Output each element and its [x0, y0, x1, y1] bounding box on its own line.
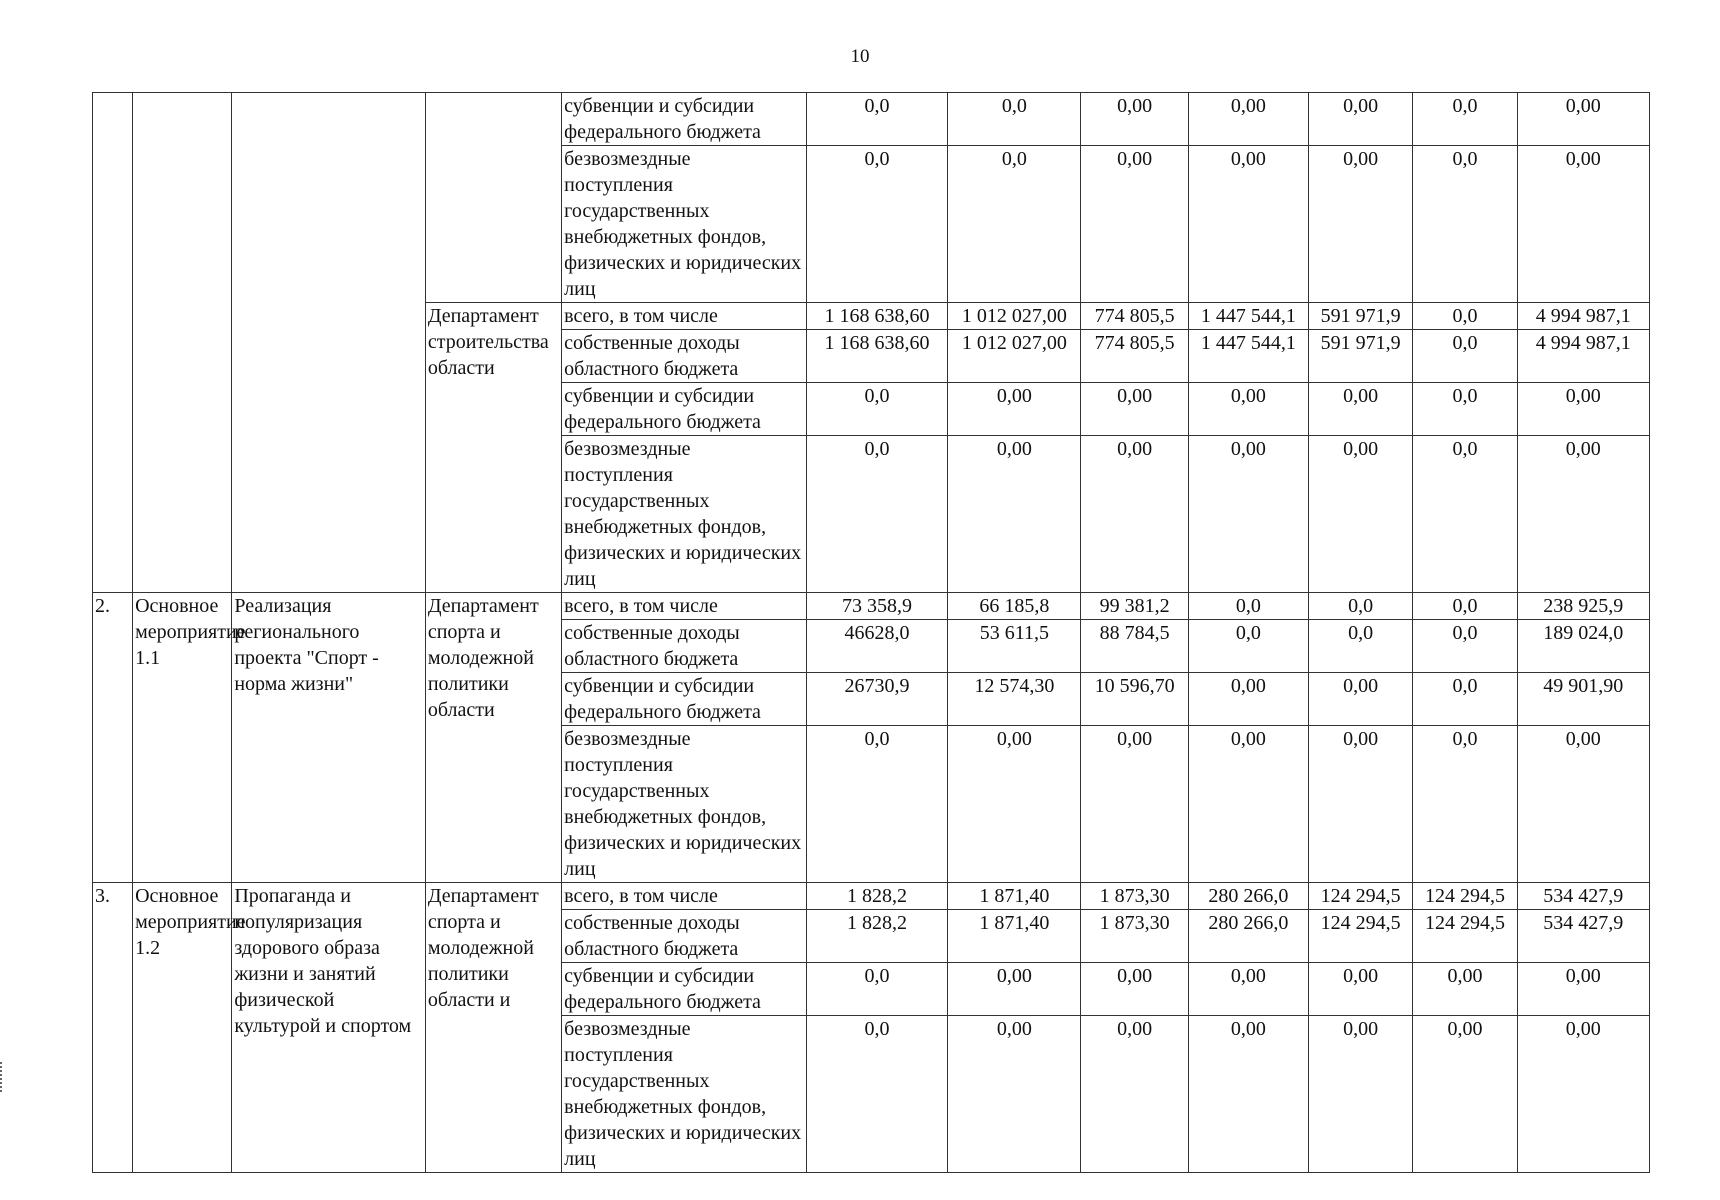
measure-type-cell: Основное мероприятие 1.2 [133, 883, 232, 1173]
row-number-cell [93, 93, 133, 593]
page-number: 10 [850, 46, 870, 67]
amount-cell: 0,0 [806, 93, 947, 146]
executor-cell: Департамент спорта и молодежной политики области [425, 593, 561, 883]
row-number-cell: 2. [93, 593, 133, 883]
funding-source-cell: всего, в том числе [562, 593, 807, 620]
funding-source-cell: субвенции и субсидии федерального бюджета [562, 93, 807, 146]
amount-cell: 0,00 [948, 1016, 1081, 1173]
amount-cell: 0,00 [1188, 1016, 1308, 1173]
amount-cell: 774 805,5 [1081, 303, 1188, 330]
amount-cell: 0,0 [1309, 593, 1413, 620]
amount-cell: 1 168 638,60 [806, 303, 947, 330]
executor-cell: Департамент спорта и молодежной политики области и [425, 883, 561, 1173]
amount-cell: 0,00 [1517, 93, 1649, 146]
amount-cell: 10 596,70 [1081, 673, 1188, 726]
funding-source-cell: всего, в том числе [562, 883, 807, 910]
measure-type-cell [133, 93, 232, 593]
amount-cell: 1 828,2 [806, 883, 947, 910]
amount-cell: 0,00 [1517, 726, 1649, 883]
amount-cell: 0,0 [1413, 436, 1517, 593]
amount-cell: 0,0 [1413, 726, 1517, 883]
amount-cell: 189 024,0 [1517, 620, 1649, 673]
amount-cell: 0,0 [1413, 593, 1517, 620]
amount-cell: 0,00 [1309, 673, 1413, 726]
amount-cell: 46628,0 [806, 620, 947, 673]
amount-cell: 73 358,9 [806, 593, 947, 620]
amount-cell: 124 294,5 [1413, 910, 1517, 963]
measure-name-cell [232, 93, 425, 593]
row-number-cell: 3. [93, 883, 133, 1173]
amount-cell: 0,0 [1188, 620, 1308, 673]
amount-cell: 0,00 [1309, 146, 1413, 303]
amount-cell: 0,00 [1081, 146, 1188, 303]
amount-cell: 0,00 [1309, 383, 1413, 436]
amount-cell: 0,00 [1413, 1016, 1517, 1173]
scan-edge-marks [0, 1062, 5, 1092]
amount-cell: 0,00 [1081, 93, 1188, 146]
amount-cell: 0,00 [1081, 1016, 1188, 1173]
amount-cell: 238 925,9 [1517, 593, 1649, 620]
amount-cell: 1 871,40 [948, 910, 1081, 963]
amount-cell: 1 828,2 [806, 910, 947, 963]
amount-cell: 0,0 [806, 436, 947, 593]
amount-cell: 0,00 [1309, 93, 1413, 146]
amount-cell: 0,0 [1413, 146, 1517, 303]
amount-cell: 0,00 [1188, 146, 1308, 303]
amount-cell: 1 012 027,00 [948, 330, 1081, 383]
amount-cell: 534 427,9 [1517, 910, 1649, 963]
amount-cell: 12 574,30 [948, 673, 1081, 726]
amount-cell: 53 611,5 [948, 620, 1081, 673]
amount-cell: 1 012 027,00 [948, 303, 1081, 330]
amount-cell: 0,0 [948, 93, 1081, 146]
amount-cell: 0,00 [1517, 146, 1649, 303]
amount-cell: 534 427,9 [1517, 883, 1649, 910]
amount-cell: 0,00 [1188, 383, 1308, 436]
amount-cell: 280 266,0 [1188, 910, 1308, 963]
amount-cell: 0,00 [1517, 436, 1649, 593]
amount-cell: 0,0 [806, 963, 947, 1016]
funding-source-cell: собственные доходы областного бюджета [562, 330, 807, 383]
amount-cell: 0,0 [1413, 330, 1517, 383]
amount-cell: 26730,9 [806, 673, 947, 726]
measure-name-cell: Реализация регионального проекта "Спорт - норма жизни" [232, 593, 425, 883]
amount-cell: 774 805,5 [1081, 330, 1188, 383]
amount-cell: 0,00 [1188, 436, 1308, 593]
amount-cell: 0,00 [948, 436, 1081, 593]
amount-cell: 0,00 [1081, 383, 1188, 436]
amount-cell: 0,00 [948, 726, 1081, 883]
amount-cell: 4 994 987,1 [1517, 303, 1649, 330]
amount-cell: 0,0 [1309, 620, 1413, 673]
executor-cell [425, 93, 561, 303]
amount-cell: 0,00 [1081, 726, 1188, 883]
funding-source-cell: собственные доходы областного бюджета [562, 910, 807, 963]
amount-cell: 1 873,30 [1081, 910, 1188, 963]
amount-cell: 0,00 [1309, 726, 1413, 883]
amount-cell: 0,0 [1413, 93, 1517, 146]
amount-cell: 0,00 [1309, 436, 1413, 593]
amount-cell: 0,0 [806, 726, 947, 883]
table-row [93, 93, 1650, 146]
amount-cell: 0,0 [1413, 673, 1517, 726]
amount-cell: 124 294,5 [1309, 910, 1413, 963]
amount-cell: 0,00 [1188, 93, 1308, 146]
amount-cell: 0,0 [1413, 383, 1517, 436]
amount-cell: 0,00 [948, 963, 1081, 1016]
amount-cell: 1 168 638,60 [806, 330, 947, 383]
amount-cell: 0,00 [1188, 673, 1308, 726]
amount-cell: 0,0 [806, 146, 947, 303]
funding-source-cell: субвенции и субсидии федерального бюджета [562, 963, 807, 1016]
amount-cell: 0,0 [806, 383, 947, 436]
funding-source-cell: всего, в том числе [562, 303, 807, 330]
funding-source-cell: субвенции и субсидии федерального бюджета [562, 673, 807, 726]
amount-cell: 0,00 [948, 383, 1081, 436]
funding-source-cell: безвозмездные поступления государственных внебюджетных фондов, физических и юридических лиц [562, 726, 807, 883]
amount-cell: 1 871,40 [948, 883, 1081, 910]
amount-cell: 0,00 [1517, 963, 1649, 1016]
amount-cell: 0,00 [1309, 1016, 1413, 1173]
amount-cell: 1 447 544,1 [1188, 303, 1308, 330]
amount-cell: 591 971,9 [1309, 303, 1413, 330]
funding-source-cell: собственные доходы областного бюджета [562, 620, 807, 673]
budget-table [92, 92, 1650, 1173]
amount-cell: 99 381,2 [1081, 593, 1188, 620]
amount-cell: 88 784,5 [1081, 620, 1188, 673]
measure-name-cell: Пропаганда и популяризация здорового образа жизни и занятий физической культурой и спортом [232, 883, 425, 1173]
amount-cell: 0,00 [1188, 726, 1308, 883]
table-row [93, 593, 1650, 620]
amount-cell: 0,00 [1188, 963, 1308, 1016]
amount-cell: 0,0 [948, 146, 1081, 303]
amount-cell: 0,0 [1413, 303, 1517, 330]
amount-cell: 0,0 [806, 1016, 947, 1173]
budget-table-body [93, 93, 1650, 1173]
amount-cell: 0,00 [1081, 963, 1188, 1016]
amount-cell: 4 994 987,1 [1517, 330, 1649, 383]
amount-cell: 0,00 [1413, 963, 1517, 1016]
executor-cell: Департамент строительства области [425, 303, 561, 593]
amount-cell: 0,0 [1188, 593, 1308, 620]
amount-cell: 0,0 [1413, 620, 1517, 673]
amount-cell: 0,00 [1517, 383, 1649, 436]
funding-source-cell: субвенции и субсидии федерального бюджета [562, 383, 807, 436]
funding-source-cell: безвозмездные поступления государственных внебюджетных фондов, физических и юридических лиц [562, 1016, 807, 1173]
amount-cell: 66 185,8 [948, 593, 1081, 620]
amount-cell: 1 873,30 [1081, 883, 1188, 910]
amount-cell: 0,00 [1309, 963, 1413, 1016]
funding-source-cell: безвозмездные поступления государственных внебюджетных фондов, физических и юридических лиц [562, 146, 807, 303]
amount-cell: 280 266,0 [1188, 883, 1308, 910]
table-row [93, 883, 1650, 910]
funding-source-cell: безвозмездные поступления государственных внебюджетных фондов, физических и юридических лиц [562, 436, 807, 593]
amount-cell: 1 447 544,1 [1188, 330, 1308, 383]
amount-cell: 124 294,5 [1309, 883, 1413, 910]
measure-type-cell: Основное мероприятие 1.1 [133, 593, 232, 883]
amount-cell: 0,00 [1081, 436, 1188, 593]
amount-cell: 124 294,5 [1413, 883, 1517, 910]
amount-cell: 0,00 [1517, 1016, 1649, 1173]
amount-cell: 49 901,90 [1517, 673, 1649, 726]
amount-cell: 591 971,9 [1309, 330, 1413, 383]
